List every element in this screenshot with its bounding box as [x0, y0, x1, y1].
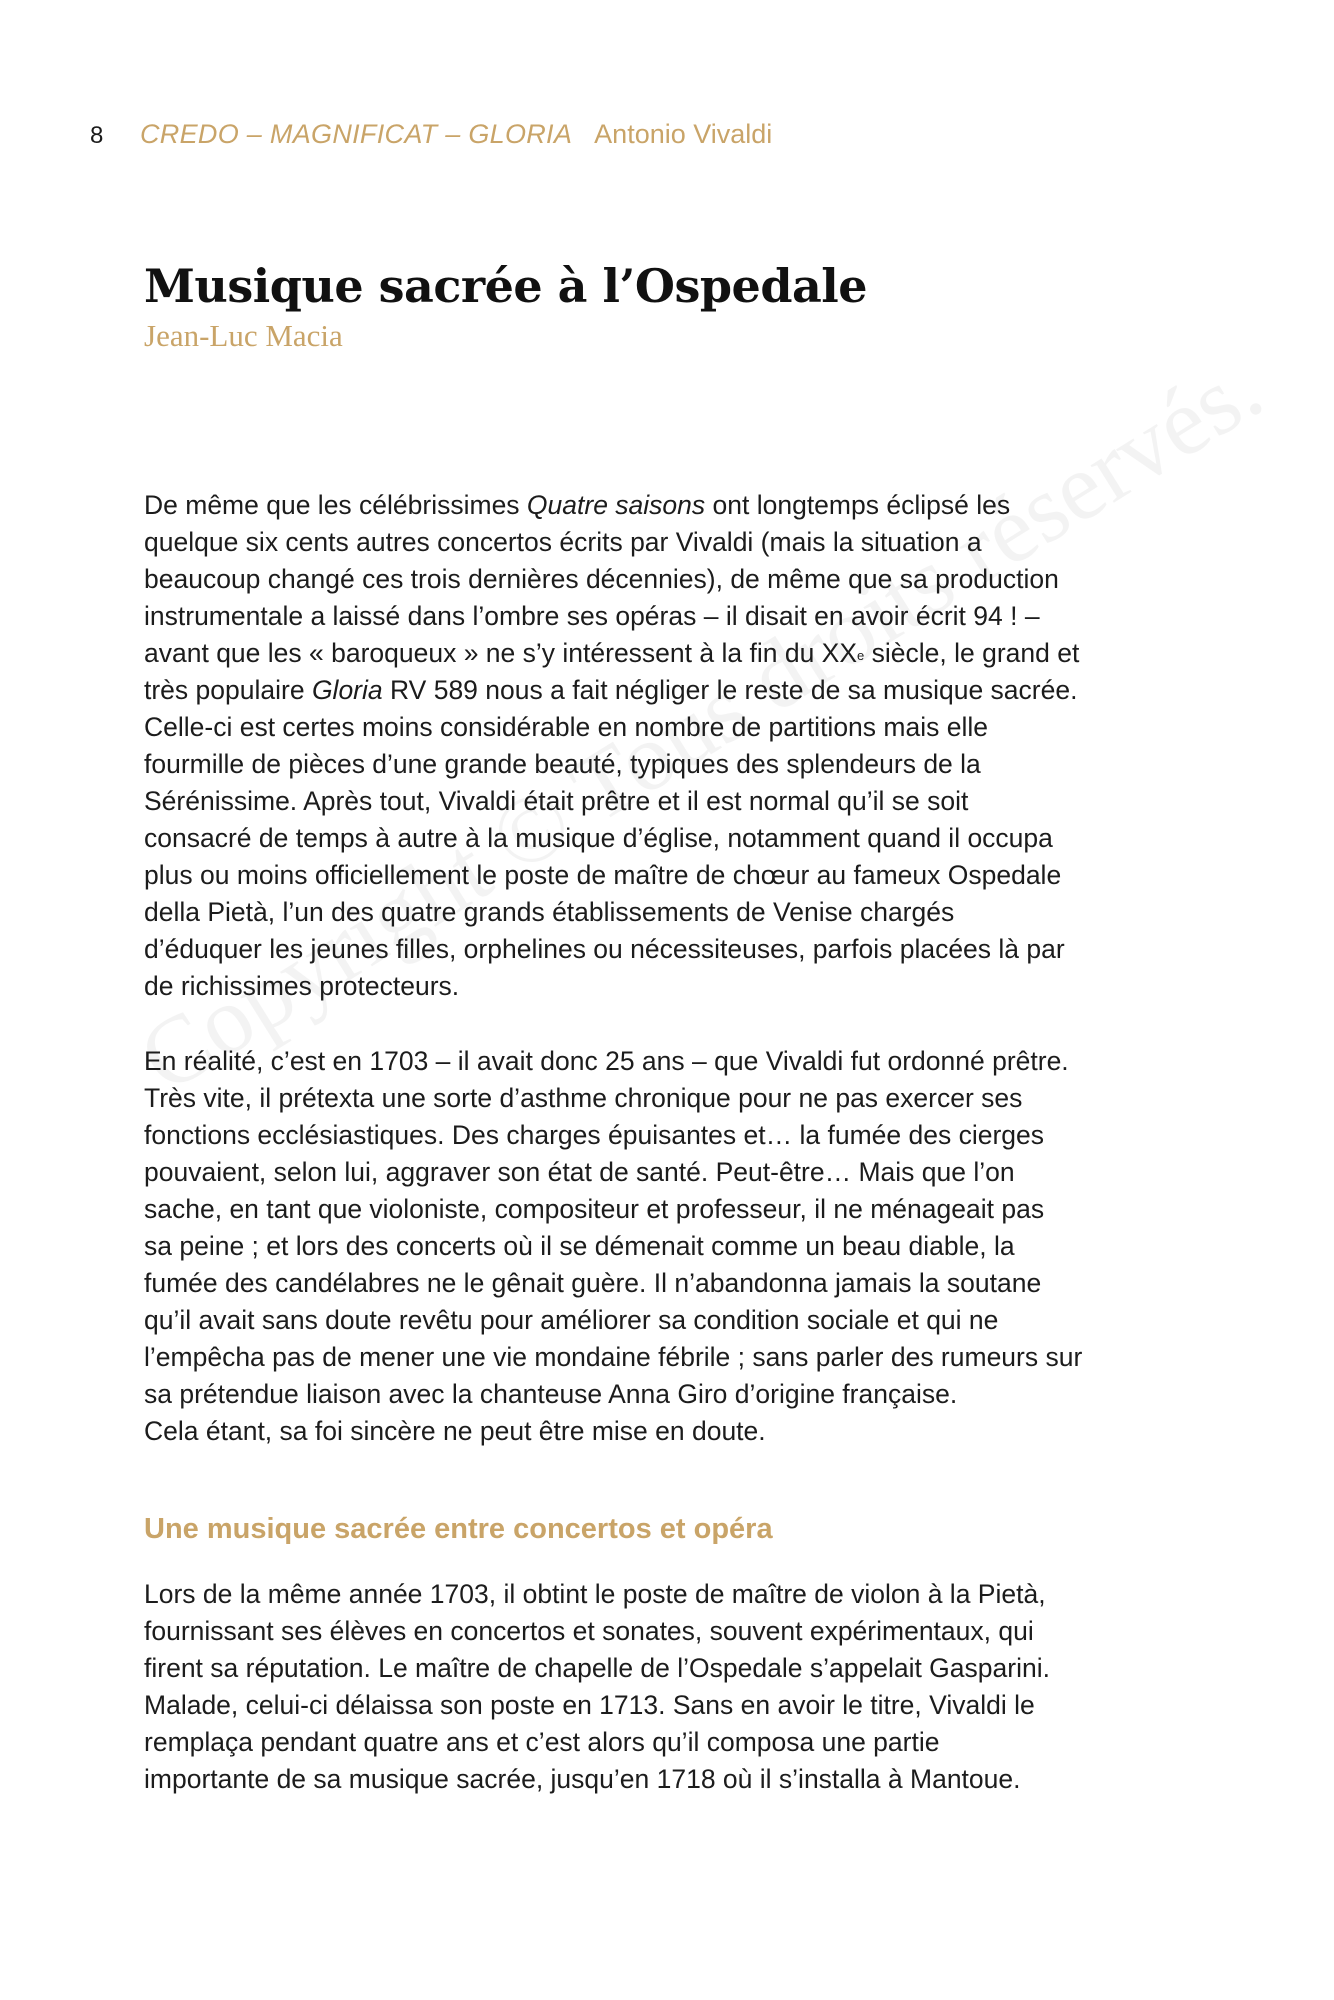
text-line: sache, en tant que violoniste, compositeur et professeur, il ne ménageait pas	[144, 1194, 1045, 1224]
text-line: Lors de la même année 1703, il obtint le poste de maître de violon à la Pietà,	[144, 1579, 1046, 1609]
text-line: Malade, celui-ci délaissa son poste en 1713. Sans en avoir le titre, Vivaldi le	[144, 1690, 1035, 1720]
paragraph-intro	[144, 487, 1204, 1005]
text-run: avant que les « baroqueux » ne s’y intéressent à la fin du XX	[144, 638, 858, 668]
composer-name: Antonio Vivaldi	[594, 119, 773, 149]
article-author: Jean-Luc Macia	[144, 318, 343, 353]
text-line: sa prétendue liaison avec la chanteuse Anna Giro d’origine française.	[144, 1379, 958, 1409]
section-heading: Une musique sacrée entre concertos et opéra	[144, 1513, 773, 1545]
text-line: remplaça pendant quatre ans et c’est alors qu’il composa une partie	[144, 1727, 940, 1757]
text-line: importante de sa musique sacrée, jusqu’en 1718 où il s’installa à Mantoue.	[144, 1764, 1021, 1794]
text-line: sa peine ; et lors des concerts où il se démenait comme un beau diable, la	[144, 1231, 1015, 1261]
text-line: della Pietà, l’un des quatre grands établissements de Venise chargés	[144, 897, 955, 927]
text-line: qu’il avait sans doute revêtu pour améliorer sa condition sociale et qui ne	[144, 1305, 999, 1335]
text-line: d’éduquer les jeunes filles, orphelines ou nécessiteuses, parfois placées là par	[144, 934, 1065, 964]
work-title: Quatre saisons	[526, 490, 706, 520]
work-title: Gloria	[311, 675, 383, 705]
running-header	[90, 118, 772, 152]
text-line: de richissimes protecteurs.	[144, 971, 460, 1001]
book-title: CREDO – MAGNIFICAT – GLORIA	[140, 119, 573, 149]
text-run: RV 589 nous a fait négliger le reste de sa musique sacrée.	[382, 675, 1078, 705]
text-line	[144, 635, 1204, 672]
article-title: Musique sacrée à l’Ospedale	[144, 259, 868, 313]
text-line: beaucoup changé ces trois dernières décennies), de même que sa production	[144, 564, 1059, 594]
paragraph-ordination	[144, 1043, 1204, 1450]
text-line: fourmille de pièces d’une grande beauté, typiques des splendeurs de la	[144, 749, 981, 779]
text-line: Sérénissime. Après tout, Vivaldi était prêtre et il est normal qu’il se soit	[144, 786, 969, 816]
text-line: firent sa réputation. Le maître de chapelle de l’Ospedale s’appelait Gasparini.	[144, 1653, 1050, 1683]
text-run: ont longtemps éclipsé les	[705, 490, 1011, 520]
text-run: très populaire	[144, 675, 312, 705]
text-line: quelque six cents autres concertos écrits par Vivaldi (mais la situation a	[144, 527, 982, 557]
text-line	[144, 672, 1204, 709]
text-line: pouvaient, selon lui, aggraver son état de santé. Peut-être… Mais que l’on	[144, 1157, 1015, 1187]
text-line: consacré de temps à autre à la musique d’église, notamment quand il occupa	[144, 823, 1053, 853]
paragraph-pieta	[144, 1576, 1204, 1798]
text-line: Très vite, il prétexta une sorte d’asthme chronique pour ne pas exercer ses	[144, 1083, 1023, 1113]
text-line: plus ou moins officiellement le poste de maître de chœur au fameux Ospedale	[144, 860, 1062, 890]
text-line: instrumentale a laissé dans l’ombre ses opéras – il disait en avoir écrit 94 ! –	[144, 601, 1040, 631]
text-line: Celle-ci est certes moins considérable en nombre de partitions mais elle	[144, 712, 988, 742]
page-number: 8	[90, 122, 104, 149]
text-run: siècle, le grand et	[864, 638, 1080, 668]
text-line	[144, 487, 1204, 524]
text-line: fonctions ecclésiastiques. Des charges épuisantes et… la fumée des cierges	[144, 1120, 1045, 1150]
text-run: De même que les célébrissimes	[144, 490, 527, 520]
text-line: fournissant ses élèves en concertos et sonates, souvent expérimentaux, qui	[144, 1616, 1034, 1646]
text-line: En réalité, c’est en 1703 – il avait donc 25 ans – que Vivaldi fut ordonné prêtre.	[144, 1046, 1069, 1076]
text-line: Cela étant, sa foi sincère ne peut être mise en doute.	[144, 1416, 766, 1446]
superscript: e	[857, 648, 865, 663]
text-line: l’empêcha pas de mener une vie mondaine fébrile ; sans parler des rumeurs sur	[144, 1342, 1083, 1372]
text-line: fumée des candélabres ne le gênait guère. Il n’abandonna jamais la soutane	[144, 1268, 1042, 1298]
